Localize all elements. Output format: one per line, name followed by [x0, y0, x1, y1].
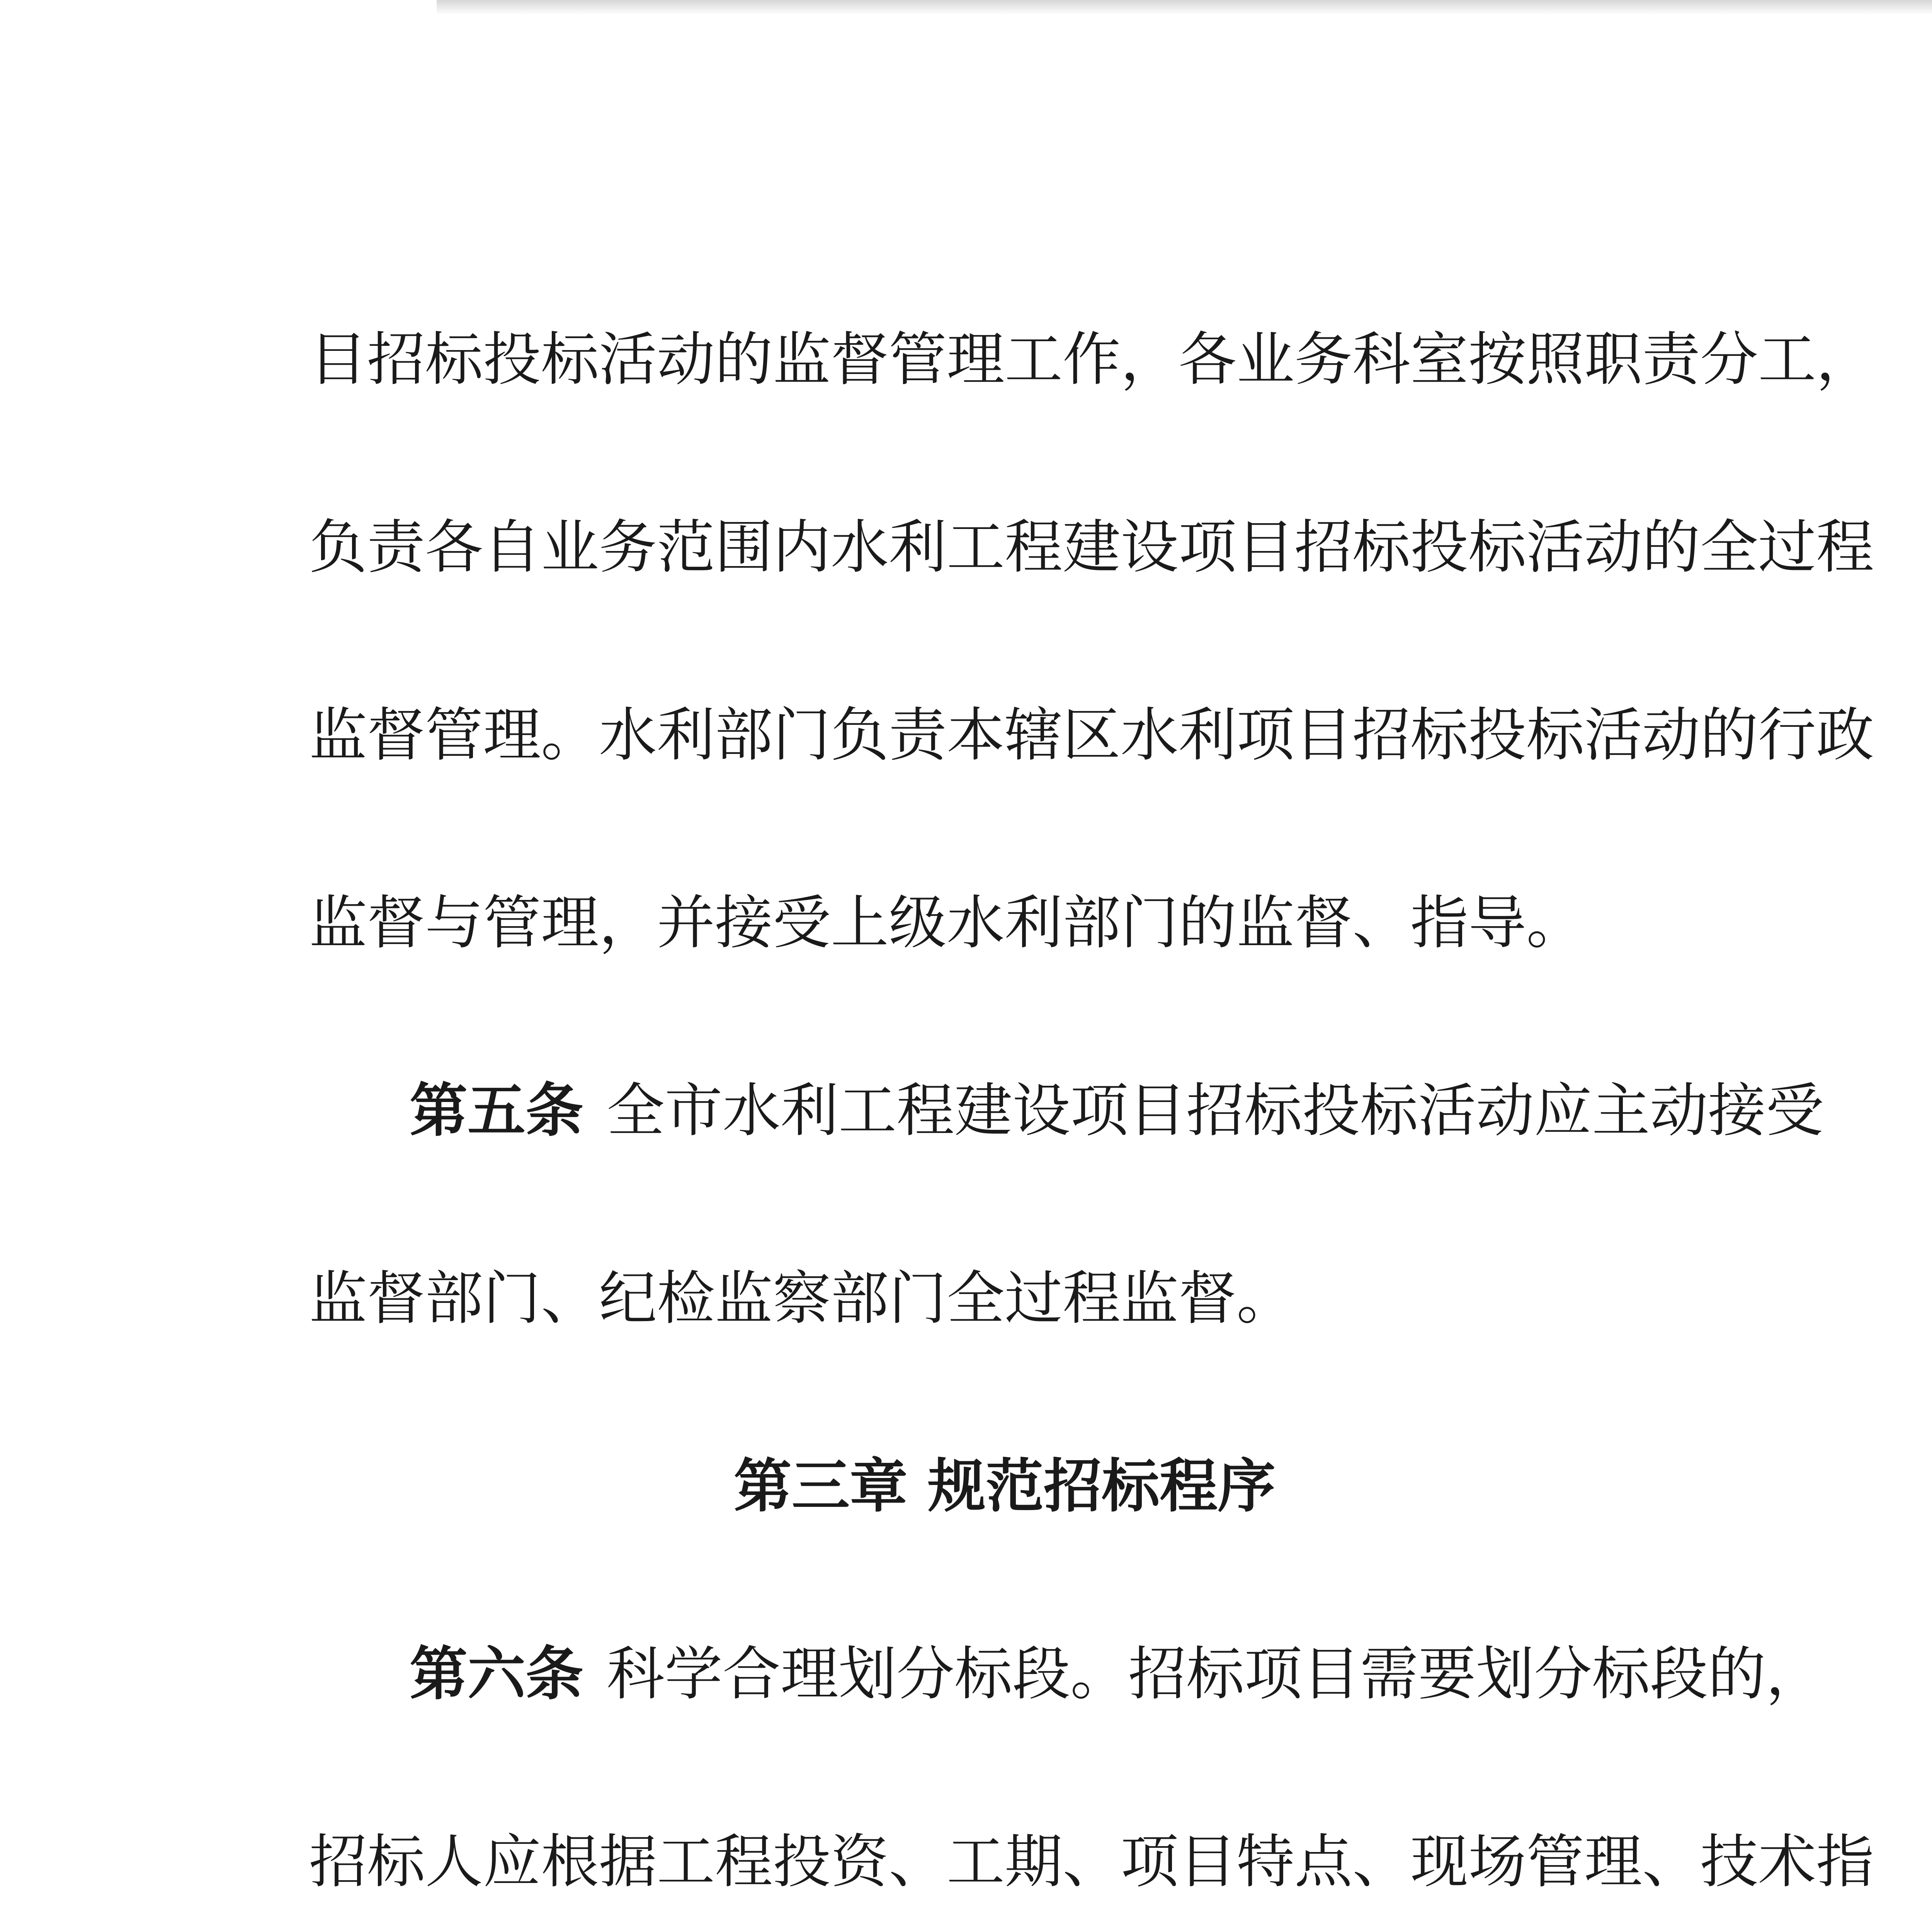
article-6-line: 招标人应根据工程投资、工期、项目特点、现场管理、技术指 — [309, 1828, 1874, 1896]
article-6-heading: 第六条 — [410, 1641, 584, 1708]
article-6-text: 科学合理划分标段。招标项目需要划分标段的， — [607, 1641, 1824, 1708]
article-6-line — [309, 1580, 1824, 1768]
paragraph-line: 负责各自业务范围内水利工程建设项目招标投标活动的全过程 — [309, 514, 1874, 581]
article-5-line: 监督部门、纪检监察部门全过程监督。 — [309, 1265, 1295, 1332]
paragraph-line: 监督管理。水利部门负责本辖区水利项目招标投标活动的行政 — [309, 702, 1874, 769]
paragraph-line: 目招标投标活动的监督管理工作，各业务科室按照职责分工， — [309, 326, 1874, 393]
paragraph-line: 监督与管理，并接受上级水利部门的监督、指导。 — [309, 889, 1585, 957]
chapter-heading: 第三章 规范招标程序 — [733, 1453, 1276, 1520]
article-5-line — [309, 1017, 1824, 1205]
document-body — [309, 266, 1874, 1932]
scan-shadow — [437, 0, 1932, 15]
article-5-text: 全市水利工程建设项目招标投标活动应主动接受 — [607, 1077, 1824, 1145]
article-5-heading: 第五条 — [410, 1077, 584, 1145]
